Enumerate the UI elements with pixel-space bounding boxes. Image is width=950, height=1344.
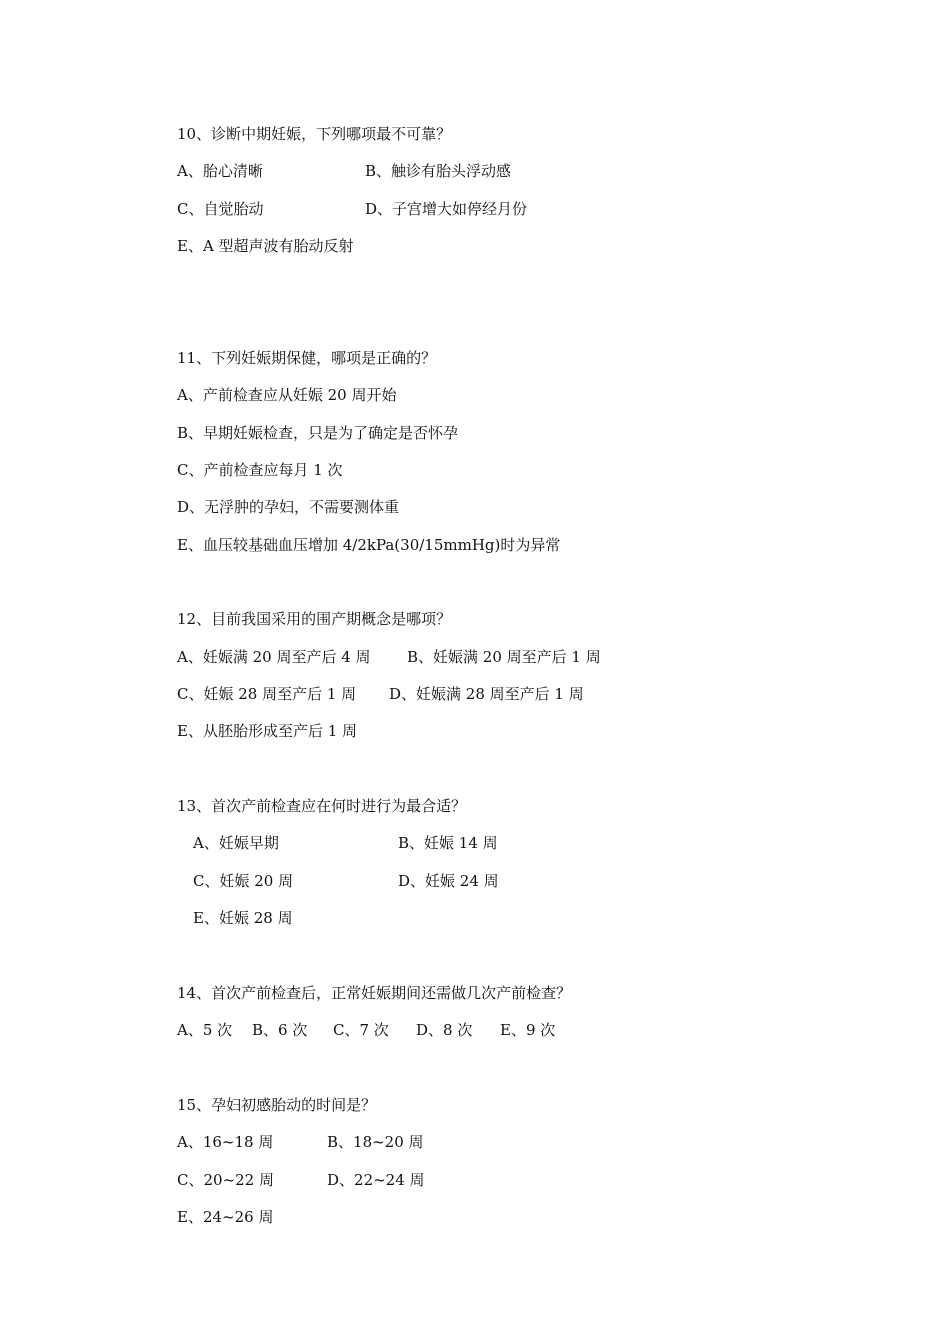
question-10-stem: 10、诊断中期妊娠，下列哪项最不可靠？ xyxy=(177,125,452,143)
question-11-option-e: E、血压较基础血压增加 4/2kPa(30/15mmHg)时为异常 xyxy=(177,536,561,554)
question-13-option-c: C、妊娠 20 周 xyxy=(193,872,294,890)
question-10-option-c: C、自觉胎动 xyxy=(177,200,264,218)
question-11-stem: 11、下列妊娠期保健，哪项是正确的？ xyxy=(177,349,437,367)
question-15-option-a: A、16~18 周 xyxy=(177,1133,274,1151)
question-11-option-c: C、产前检查应每月 1 次 xyxy=(177,461,343,479)
question-13-stem: 13、首次产前检查应在何时进行为最合适？ xyxy=(177,797,467,815)
question-13-option-b: B、妊娠 14 周 xyxy=(398,834,498,852)
question-13-option-d: D、妊娠 24 周 xyxy=(398,872,499,890)
question-14-option-c: C、7 次 xyxy=(333,1021,389,1039)
question-15-option-e: E、24~26 周 xyxy=(177,1208,274,1226)
question-14-option-b: B、6 次 xyxy=(252,1021,308,1039)
question-15-option-d: D、22~24 周 xyxy=(327,1171,425,1189)
question-12-option-e: E、从胚胎形成至产后 1 周 xyxy=(177,722,358,740)
question-12-option-c: C、妊娠 28 周至产后 1 周 xyxy=(177,685,357,703)
question-13-option-a: A、妊娠早期 xyxy=(193,834,279,852)
question-14-option-a: A、5 次 xyxy=(177,1021,233,1039)
question-11-option-d: D、无浮肿的孕妇，不需要测体重 xyxy=(177,498,400,516)
question-12-stem: 12、目前我国采用的围产期概念是哪项？ xyxy=(177,610,452,628)
question-13-option-e: E、妊娠 28 周 xyxy=(193,909,293,927)
question-12-option-a: A、妊娠满 20 周至产后 4 周 xyxy=(177,648,371,666)
question-11-option-a: A、产前检查应从妊娠 20 周开始 xyxy=(177,386,397,404)
question-15-option-c: C、20~22 周 xyxy=(177,1171,274,1189)
question-14-option-d: D、8 次 xyxy=(416,1021,473,1039)
question-12-option-d: D、妊娠满 28 周至产后 1 周 xyxy=(389,685,584,703)
question-11-option-b: B、早期妊娠检查，只是为了确定是否怀孕 xyxy=(177,424,459,442)
question-10-option-e: E、A 型超声波有胎动反射 xyxy=(177,237,354,255)
question-12-option-b: B、妊娠满 20 周至产后 1 周 xyxy=(407,648,601,666)
question-14-option-e: E、9 次 xyxy=(500,1021,556,1039)
question-10-option-d: D、子宫增大如停经月份 xyxy=(365,200,528,218)
question-10-option-a: A、胎心清晰 xyxy=(177,162,263,180)
question-15-option-b: B、18~20 周 xyxy=(327,1133,424,1151)
question-10-option-b: B、触诊有胎头浮动感 xyxy=(365,162,512,180)
question-14-stem: 14、首次产前检查后，正常妊娠期间还需做几次产前检查？ xyxy=(177,984,572,1002)
question-15-stem: 15、孕妇初感胎动的时间是？ xyxy=(177,1096,377,1114)
